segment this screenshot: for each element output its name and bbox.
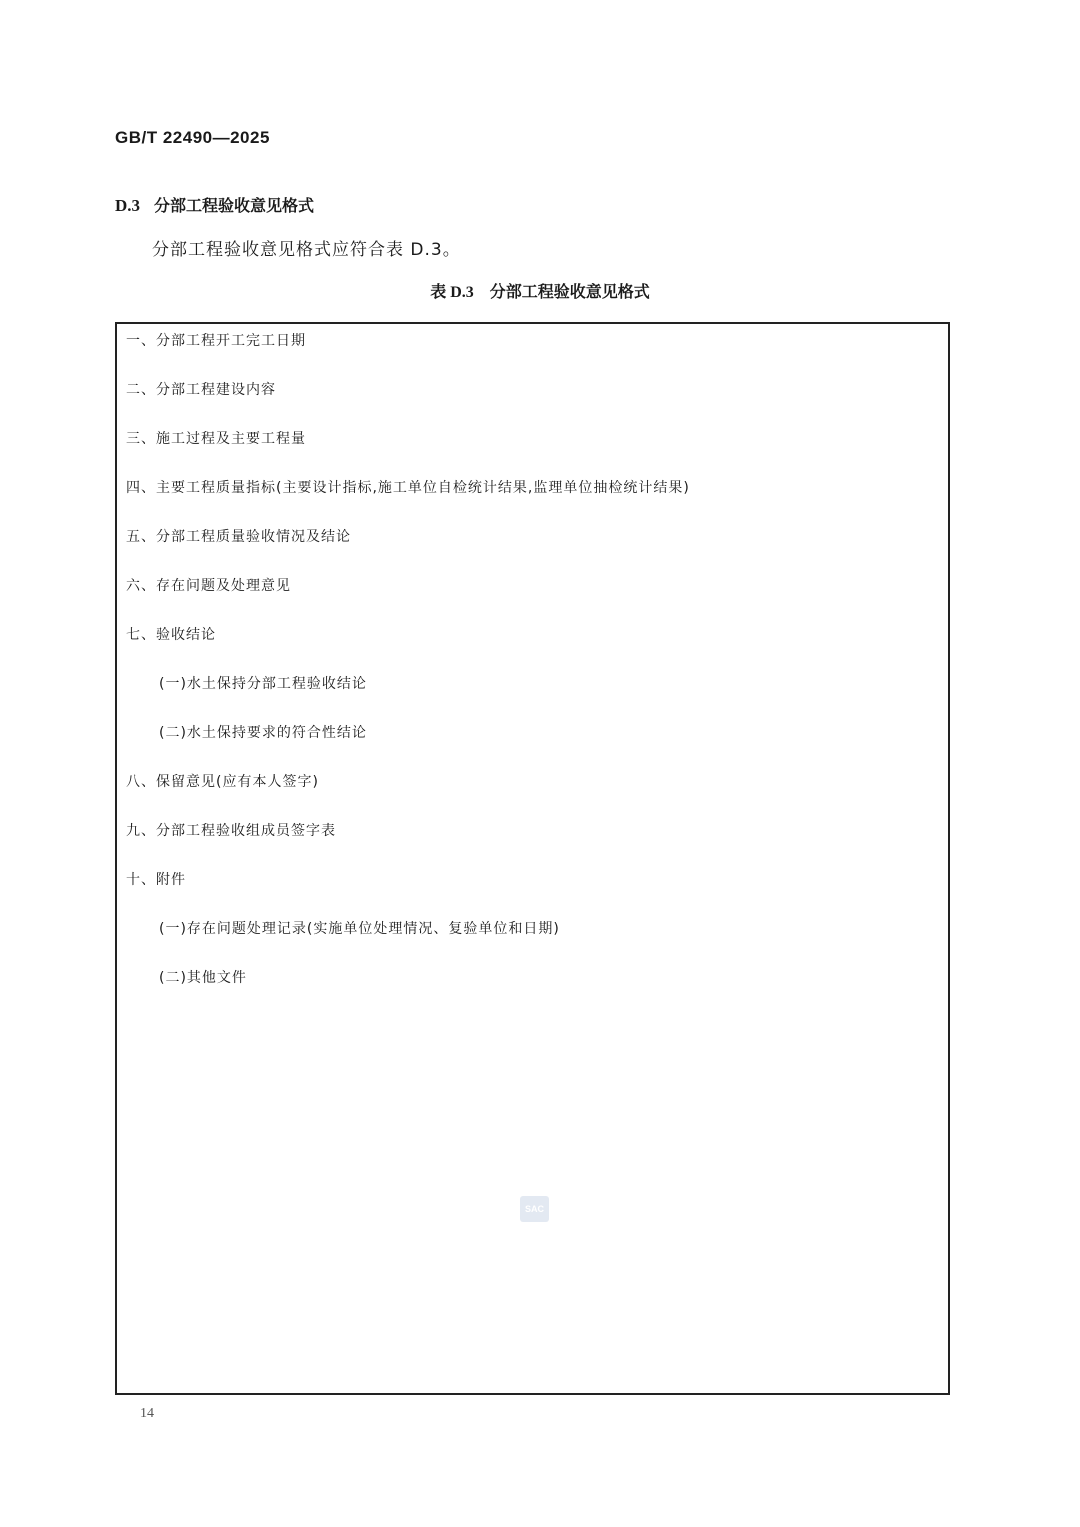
form-item-reserved-opinions: 八、保留意见(应有本人签字)	[126, 774, 319, 790]
section-body-text: 分部工程验收意见格式应符合表 D.3。	[152, 240, 461, 260]
page-number: 14	[140, 1406, 154, 1421]
form-subitem-soil-conservation-conclusion: (一)水土保持分部工程验收结论	[159, 676, 367, 692]
form-item-start-end-date: 一、分部工程开工完工日期	[126, 333, 306, 349]
form-item-construction-process: 三、施工过程及主要工程量	[126, 431, 306, 447]
table-caption	[0, 279, 1080, 302]
form-item-problems-opinions: 六、存在问题及处理意见	[126, 578, 291, 594]
form-item-quality-acceptance: 五、分部工程质量验收情况及结论	[126, 529, 351, 545]
sac-watermark-logo: SAC	[520, 1196, 549, 1222]
form-subitem-other-documents: (二)其他文件	[159, 970, 247, 986]
acceptance-form-table	[115, 322, 950, 1395]
form-item-attachments: 十、附件	[126, 872, 186, 888]
section-heading	[115, 193, 314, 216]
form-item-signature-table: 九、分部工程验收组成员签字表	[126, 823, 336, 839]
table-caption-number: 表 D.3	[430, 284, 474, 301]
standard-number: GB/T 22490—2025	[115, 128, 270, 147]
form-item-construction-content: 二、分部工程建设内容	[126, 382, 276, 398]
section-number: D.3	[115, 196, 141, 215]
form-subitem-problem-records: (一)存在问题处理记录(实施单位处理情况、复验单位和日期)	[159, 921, 560, 937]
table-caption-title: 分部工程验收意见格式	[489, 282, 650, 301]
section-title: 分部工程验收意见格式	[154, 196, 315, 215]
form-subitem-conformity-conclusion: (二)水土保持要求的符合性结论	[159, 725, 367, 741]
form-item-quality-indicators: 四、主要工程质量指标(主要设计指标,施工单位自检统计结果,监理单位抽检统计结果)	[126, 480, 690, 496]
form-item-acceptance-conclusion: 七、验收结论	[126, 627, 216, 643]
